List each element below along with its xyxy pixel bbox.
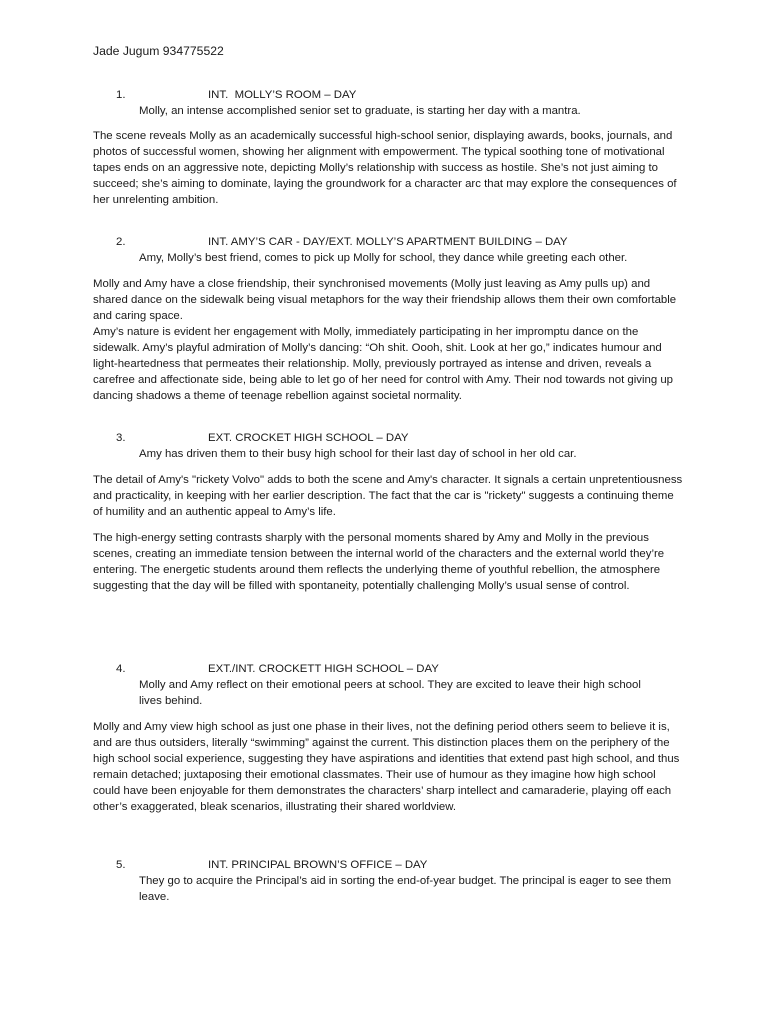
scene-heading [0,87,768,103]
scene-heading [0,234,768,250]
scene-number: 3. [116,432,126,444]
scene-summary: Amy, Molly’s best friend, comes to pick up Molly for school, they dance while greeting each other. [139,252,628,264]
analysis-paragraph: Molly and Amy have a close friendship, their synchronised movements (Molly just leaving as Amy pulls up) and shared dance on the sidewalk being visual metaphors for the way their friendship allows them their own comfortable and caring space. [93,278,677,322]
scene-slugline: INT. PRINCIPAL BROWN’S OFFICE – DAY [208,859,428,871]
scene-heading [0,661,768,677]
scene-summary: Amy has driven them to their busy high school for their last day of school in her old car. [139,448,577,460]
scene-number: 5. [116,859,126,871]
scene-slugline: EXT./INT. CROCKETT HIGH SCHOOL – DAY [208,663,439,675]
scene-number: 2. [116,236,126,248]
scene-heading [0,430,768,446]
analysis-paragraph: Amy’s nature is evident her engagement with Molly, immediately participating in her impromptu dance on the sidewalk. Amy’s playful admiration of Molly’s dancing: “Oh shit. Oooh, shit. Look at her go,” indicates humour and light-heartedness that permeates their relationship. Molly, previously portrayed as intense and driven, reveals a carefree and affectionate side, being able to let go of her need for control with Amy. Their nod towards not giving up dancing shadows a theme of teenage rebellion against societal normality. [93,326,674,402]
analysis-paragraph: The high-energy setting contrasts sharply with the personal moments shared by Amy and Molly in the previous scenes, creating an immediate tension between the internal world of the characters and the external world they’re entering. The energetic students around them reflects the underlying theme of youthful rebellion, the atmosphere suggesting that the day will be filled with spontaneity, potentially challenging Molly’s usual sense of control. [93,532,665,592]
author-line: Jade Jugum 934775522 [93,44,224,58]
analysis-paragraph: Molly and Amy view high school as just one phase in their lives, not the defining period others seem to believe it is, and are thus outsiders, literally “swimming” against the current. This distinction places them on the periphery of the high school social experience, suggesting they have aspirations and identities that extend past high school, and thus remain detached; juxtaposing their emotional classmates. Their use of humour as they imagine how high school could have been enjoyable for them demonstrates the characters’ sharp intellect and camaraderie, playing off each other’s exaggerated, bleak scenarios, illustrating their shared worldview. [93,721,680,813]
scene-slugline: INT. MOLLY’S ROOM – DAY [208,89,357,101]
scene-slugline: EXT. CROCKET HIGH SCHOOL – DAY [208,432,409,444]
scene-summary: Molly, an intense accomplished senior set to graduate, is starting her day with a mantra. [139,105,581,117]
scene-number: 1. [116,89,126,101]
scene-summary: They go to acquire the Principal’s aid in sorting the end-of-year budget. The principal is eager to see them leave. [139,875,672,903]
scene-summary: Molly and Amy reflect on their emotional peers at school. They are excited to leave their high school lives behind. [139,679,641,707]
analysis-paragraph: The scene reveals Molly as an academically successful high-school senior, displaying awards, books, journals, and photos of successful women, showing her alignment with empowerment. The typical soothing tone of motivational tapes ends on an aggressive note, depicting Molly’s relationship with success as hostile. She’s not just aiming to succeed; she’s aiming to dominate, laying the groundwork for a character arc that may explore the consequences of her unrelenting ambition. [93,130,677,206]
scene-heading [0,857,768,873]
scene-slugline: INT. AMY’S CAR - DAY/EXT. MOLLY’S APARTMENT BUILDING – DAY [208,236,568,248]
analysis-paragraph: The detail of Amy's "rickety Volvo" adds to both the scene and Amy's character. It signals a certain unpretentiousness and practicality, in keeping with her earlier description. The fact that the car is "rickety" suggests a continuing theme of humility and an authentic appeal to Amy’s life. [93,474,683,518]
scene-number: 4. [116,663,126,675]
